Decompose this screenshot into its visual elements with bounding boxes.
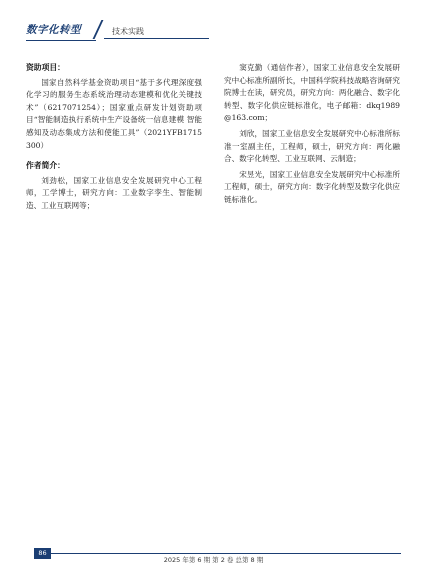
header-rule-left xyxy=(26,40,96,41)
funding-heading: 资助项目： xyxy=(26,63,65,72)
issue-info: 2025 年第 6 期 第 2 卷 总第 8 期 xyxy=(163,556,264,564)
author-bio-liu-xin: 刘欣，国家工业信息安全发展研究中心标准所标准一室副主任，工程师，硕士，研究方向：两化融合、数字化转型、工业互联网、云制造； xyxy=(224,128,400,164)
author-bio-dou-keqin: 窦克勤（通信作者），国家工业信息安全发展研究中心标准所副所长，中国科学院科技战略咨询研究院博士在读，研究员，研究方向：两化融合、数字化转型、数字化供应链标准化，电子邮箱：dkq1989@163.com； xyxy=(224,63,400,123)
page-number: 86 xyxy=(34,548,51,559)
author-bio-liu-jinsong: 刘劲松，国家工业信息安全发展研究中心工程师，工学博士，研究方向：工业数字孪生、智能制造、工业互联网等； xyxy=(26,175,202,210)
author-heading: 作者简介： xyxy=(26,161,65,171)
header-slash xyxy=(93,20,104,39)
header-rule xyxy=(104,38,209,39)
right-column xyxy=(224,62,400,207)
page-header xyxy=(0,0,427,44)
author-bio-song-yuguang: 宋昱光，国家工业信息安全发展研究中心标准所工程师，硕士，研究方向：数字化转型及数字化供应链标准化。 xyxy=(224,169,400,204)
section-name: 技术实践 xyxy=(112,27,144,36)
funding-text: 国家自然科学基金资助项目“基于多代理深度强化学习的服务生态系统治理动态建模和优化关键技术”（6217071254）；国家重点研发计划资助项目“智能制造执行系统中生产设备统一信息建模 智能感知及动态集成方法和使能工具”（2021YFB1715300） xyxy=(26,77,202,150)
footer-rule xyxy=(51,553,401,554)
journal-logo: 数字化转型 xyxy=(26,24,81,36)
page-footer xyxy=(0,539,427,579)
left-column xyxy=(26,62,202,213)
